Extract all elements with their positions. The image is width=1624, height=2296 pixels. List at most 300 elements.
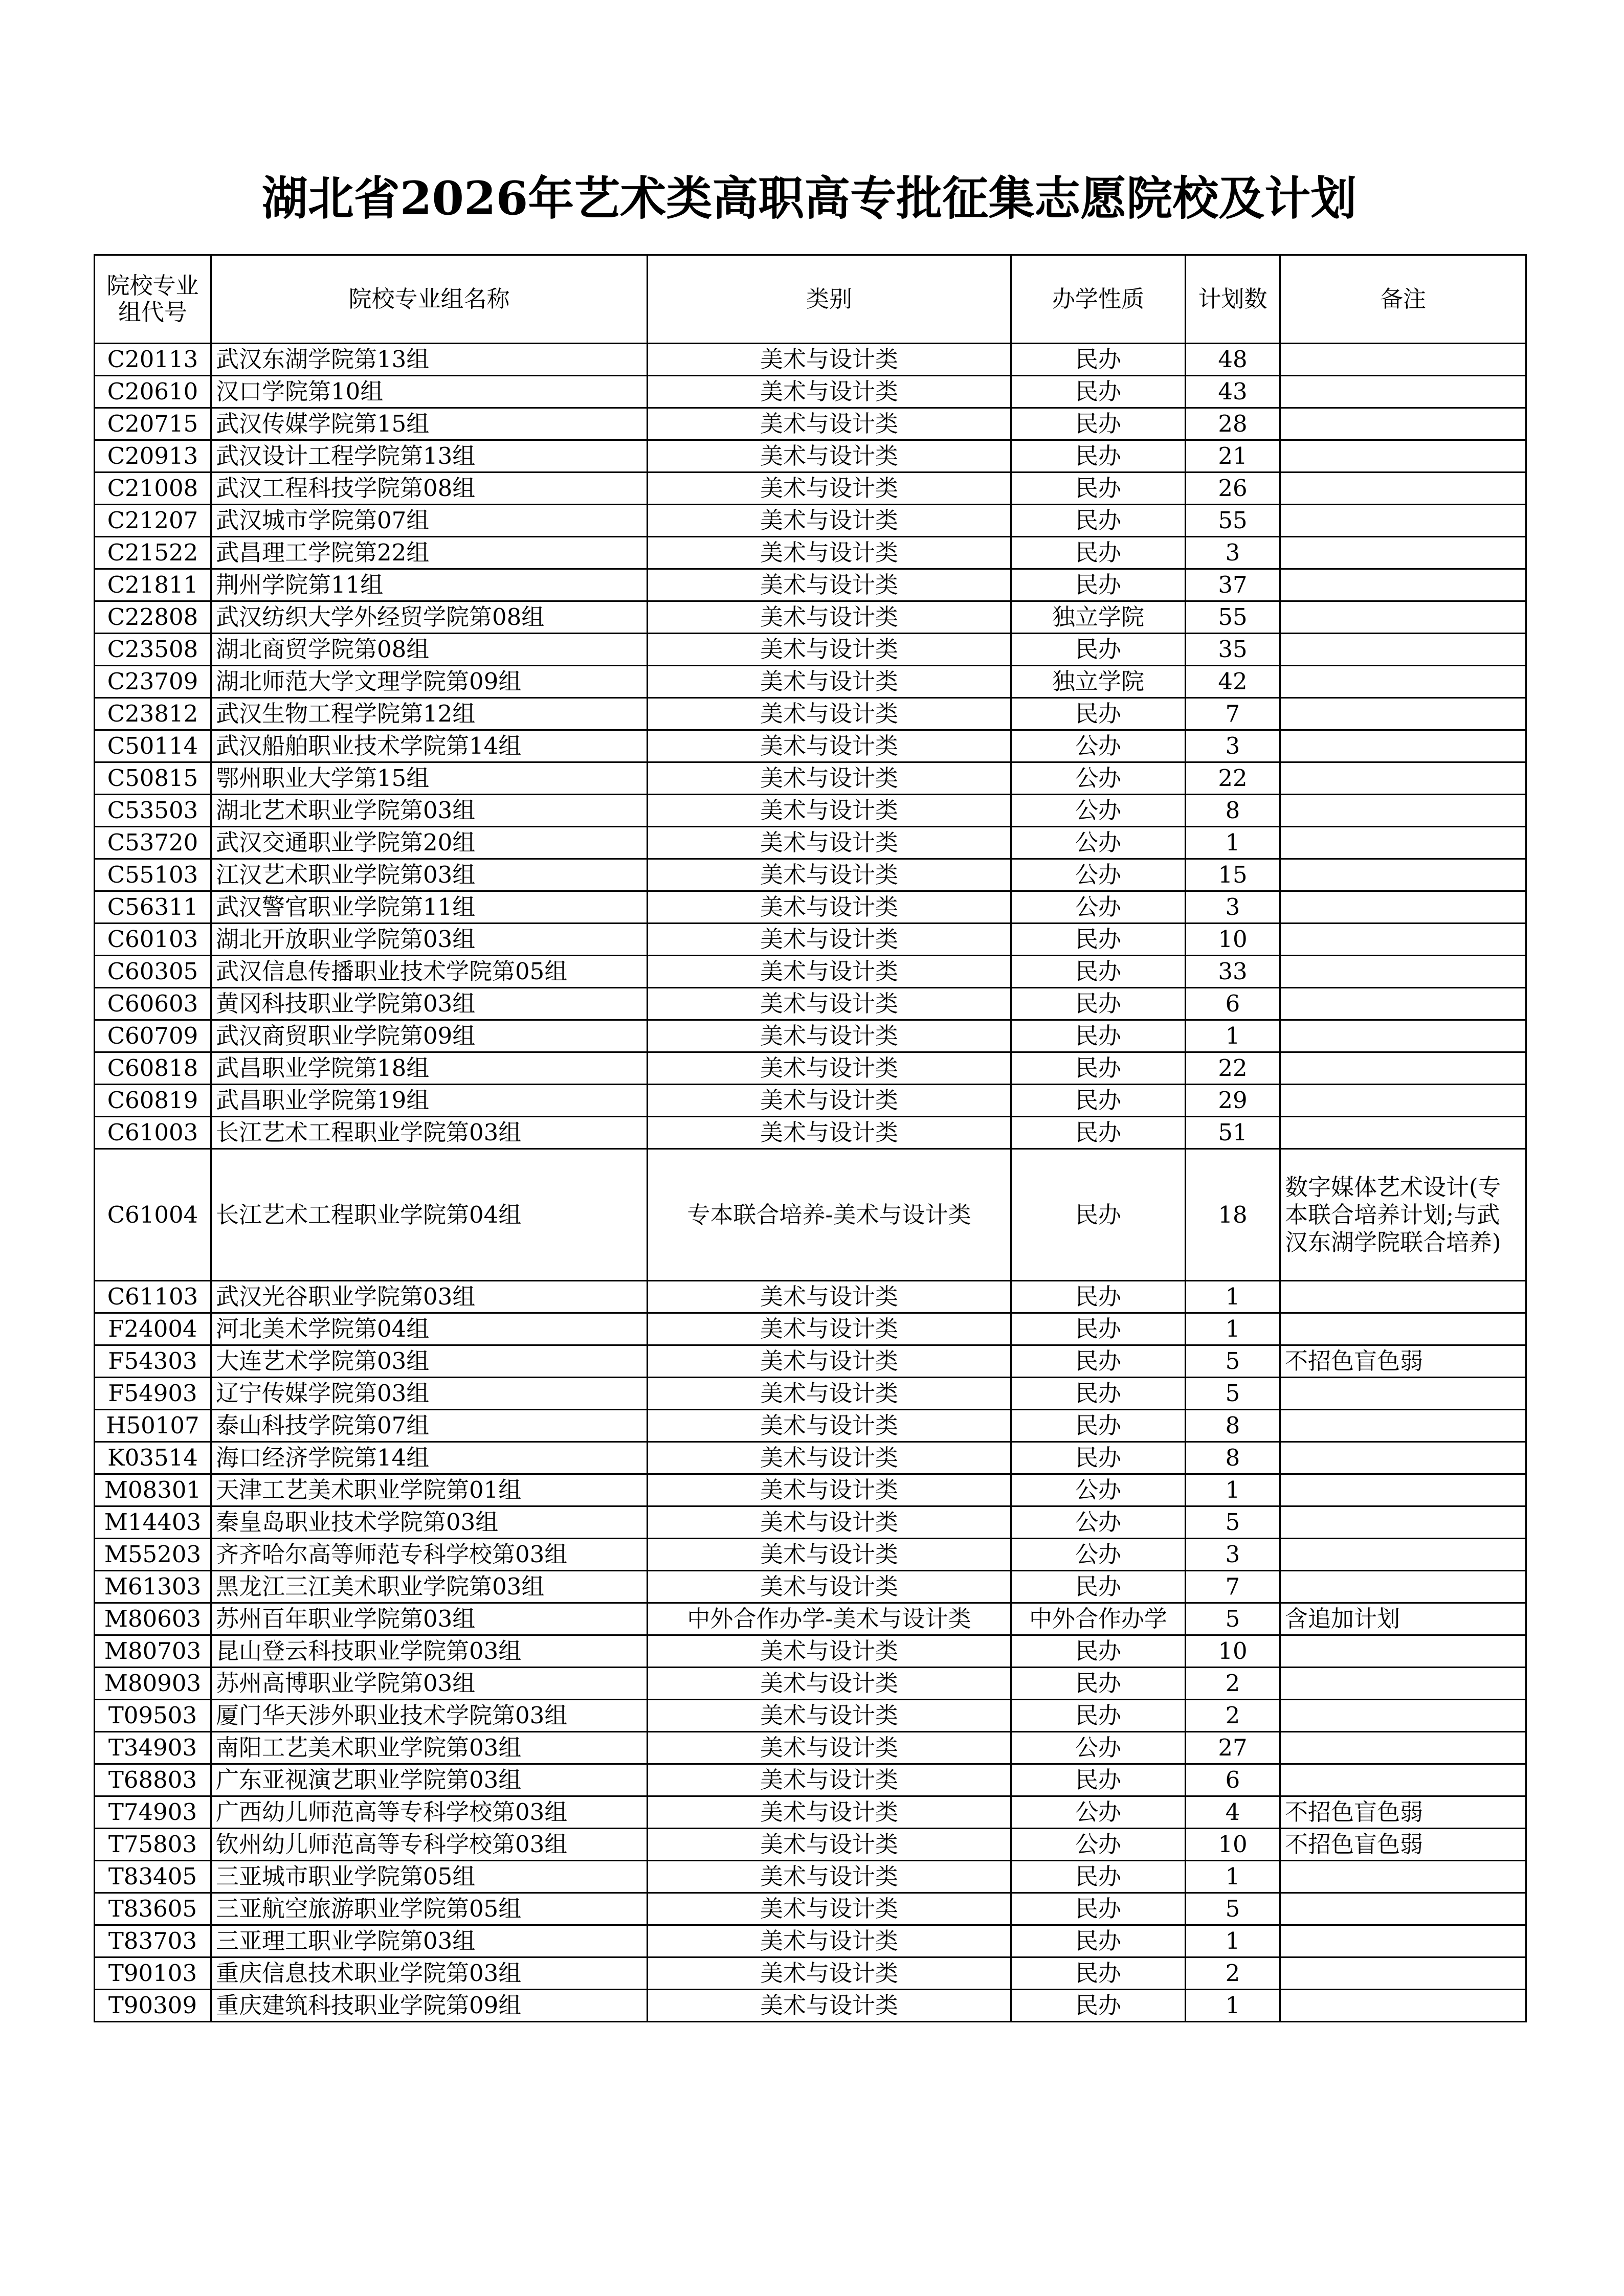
cell-plan-count: 48	[1186, 344, 1280, 376]
cell-group-name: 湖北商贸学院第08组	[211, 634, 648, 666]
cell-remarks	[1280, 827, 1526, 859]
cell-school-type: 民办	[1011, 569, 1186, 601]
cell-plan-count: 3	[1186, 537, 1280, 569]
cell-group-code: F54303	[95, 1345, 211, 1378]
cell-school-type: 公办	[1011, 827, 1186, 859]
cell-group-code: C50815	[95, 762, 211, 795]
table-row	[95, 1345, 1526, 1378]
table-row	[95, 1378, 1526, 1410]
table-row	[95, 1281, 1526, 1313]
cell-plan-count: 29	[1186, 1085, 1280, 1117]
cell-group-name: 三亚航空旅游职业学院第05组	[211, 1893, 648, 1925]
admission-plan-table	[94, 254, 1527, 2022]
cell-group-code: M80903	[95, 1668, 211, 1700]
table-row	[95, 891, 1526, 924]
cell-category: 美术与设计类	[648, 1020, 1011, 1052]
cell-remarks	[1280, 666, 1526, 698]
cell-remarks	[1280, 1313, 1526, 1345]
cell-school-type: 公办	[1011, 1506, 1186, 1539]
cell-remarks	[1280, 408, 1526, 440]
cell-remarks	[1280, 1700, 1526, 1732]
cell-group-name: 广西幼儿师范高等专科学校第03组	[211, 1796, 648, 1829]
cell-category: 美术与设计类	[648, 1345, 1011, 1378]
cell-category: 美术与设计类	[648, 537, 1011, 569]
cell-school-type: 民办	[1011, 956, 1186, 988]
cell-school-type: 独立学院	[1011, 601, 1186, 634]
cell-group-name: 武汉东湖学院第13组	[211, 344, 648, 376]
cell-group-code: M80603	[95, 1603, 211, 1635]
cell-school-type: 独立学院	[1011, 666, 1186, 698]
cell-group-name: 长江艺术工程职业学院第03组	[211, 1117, 648, 1149]
cell-category: 美术与设计类	[648, 1506, 1011, 1539]
cell-plan-count: 10	[1186, 1635, 1280, 1668]
cell-school-type: 民办	[1011, 1410, 1186, 1442]
cell-category: 美术与设计类	[648, 1925, 1011, 1957]
cell-plan-count: 43	[1186, 376, 1280, 408]
cell-group-code: C20715	[95, 408, 211, 440]
cell-category: 美术与设计类	[648, 408, 1011, 440]
cell-school-type: 民办	[1011, 1764, 1186, 1796]
cell-group-name: 武汉城市学院第07组	[211, 505, 648, 537]
cell-group-name: 湖北艺术职业学院第03组	[211, 795, 648, 827]
cell-category: 美术与设计类	[648, 344, 1011, 376]
cell-category: 美术与设计类	[648, 1052, 1011, 1085]
cell-remarks	[1280, 569, 1526, 601]
cell-category: 美术与设计类	[648, 440, 1011, 472]
cell-group-code: K03514	[95, 1442, 211, 1474]
cell-group-code: C23508	[95, 634, 211, 666]
cell-school-type: 公办	[1011, 795, 1186, 827]
table-header-row	[95, 255, 1526, 344]
cell-group-name: 鄂州职业大学第15组	[211, 762, 648, 795]
cell-group-name: 武汉商贸职业学院第09组	[211, 1020, 648, 1052]
cell-group-code: T90309	[95, 1990, 211, 2022]
cell-plan-count: 15	[1186, 859, 1280, 891]
cell-remarks	[1280, 988, 1526, 1020]
cell-group-code: C21207	[95, 505, 211, 537]
cell-plan-count: 22	[1186, 1052, 1280, 1085]
cell-school-type: 民办	[1011, 440, 1186, 472]
cell-remarks	[1280, 1635, 1526, 1668]
cell-plan-count: 8	[1186, 1410, 1280, 1442]
cell-category: 美术与设计类	[648, 569, 1011, 601]
cell-plan-count: 55	[1186, 505, 1280, 537]
cell-group-name: 昆山登云科技职业学院第03组	[211, 1635, 648, 1668]
cell-school-type: 民办	[1011, 1635, 1186, 1668]
cell-school-type: 民办	[1011, 1149, 1186, 1281]
cell-group-name: 武汉警官职业学院第11组	[211, 891, 648, 924]
cell-remarks	[1280, 1668, 1526, 1700]
cell-group-name: 武汉设计工程学院第13组	[211, 440, 648, 472]
table-row	[95, 440, 1526, 472]
table-row	[95, 730, 1526, 762]
cell-plan-count: 3	[1186, 730, 1280, 762]
cell-remarks	[1280, 1732, 1526, 1764]
table-row	[95, 795, 1526, 827]
cell-plan-count: 35	[1186, 634, 1280, 666]
cell-category: 美术与设计类	[648, 601, 1011, 634]
cell-group-name: 钦州幼儿师范高等专科学校第03组	[211, 1829, 648, 1861]
cell-group-name: 广东亚视演艺职业学院第03组	[211, 1764, 648, 1796]
cell-remarks	[1280, 1925, 1526, 1957]
cell-group-name: 南阳工艺美术职业学院第03组	[211, 1732, 648, 1764]
cell-group-name: 重庆信息技术职业学院第03组	[211, 1957, 648, 1990]
cell-group-code: C56311	[95, 891, 211, 924]
cell-group-name: 重庆建筑科技职业学院第09组	[211, 1990, 648, 2022]
cell-group-name: 江汉艺术职业学院第03组	[211, 859, 648, 891]
cell-group-code: T34903	[95, 1732, 211, 1764]
cell-plan-count: 7	[1186, 1571, 1280, 1603]
cell-remarks	[1280, 1990, 1526, 2022]
cell-category: 美术与设计类	[648, 859, 1011, 891]
cell-school-type: 公办	[1011, 1539, 1186, 1571]
cell-plan-count: 1	[1186, 1313, 1280, 1345]
cell-category: 美术与设计类	[648, 1378, 1011, 1410]
cell-school-type: 民办	[1011, 1925, 1186, 1957]
cell-group-name: 大连艺术学院第03组	[211, 1345, 648, 1378]
cell-group-name: 厦门华天涉外职业技术学院第03组	[211, 1700, 648, 1732]
cell-group-name: 武汉生物工程学院第12组	[211, 698, 648, 730]
cell-group-code: C20610	[95, 376, 211, 408]
cell-school-type: 公办	[1011, 762, 1186, 795]
cell-group-code: M61303	[95, 1571, 211, 1603]
cell-group-code: C60305	[95, 956, 211, 988]
cell-group-code: T75803	[95, 1829, 211, 1861]
cell-category: 美术与设计类	[648, 891, 1011, 924]
cell-remarks	[1280, 956, 1526, 988]
cell-remarks	[1280, 376, 1526, 408]
cell-plan-count: 1	[1186, 1474, 1280, 1506]
cell-group-name: 三亚城市职业学院第05组	[211, 1861, 648, 1893]
cell-category: 美术与设计类	[648, 1635, 1011, 1668]
cell-school-type: 民办	[1011, 1668, 1186, 1700]
cell-school-type: 公办	[1011, 1732, 1186, 1764]
cell-category: 美术与设计类	[648, 698, 1011, 730]
cell-remarks	[1280, 472, 1526, 505]
cell-category: 美术与设计类	[648, 1861, 1011, 1893]
cell-plan-count: 6	[1186, 1764, 1280, 1796]
cell-remarks	[1280, 1571, 1526, 1603]
cell-remarks	[1280, 698, 1526, 730]
cell-school-type: 民办	[1011, 1281, 1186, 1313]
cell-group-code: C61103	[95, 1281, 211, 1313]
table-row	[95, 1668, 1526, 1700]
cell-school-type: 民办	[1011, 1571, 1186, 1603]
cell-group-code: H50107	[95, 1410, 211, 1442]
cell-category: 美术与设计类	[648, 1474, 1011, 1506]
cell-category: 美术与设计类	[648, 827, 1011, 859]
cell-group-name: 湖北师范大学文理学院第09组	[211, 666, 648, 698]
cell-remarks	[1280, 730, 1526, 762]
cell-school-type: 民办	[1011, 1117, 1186, 1149]
cell-plan-count: 1	[1186, 1990, 1280, 2022]
cell-group-name: 武汉传媒学院第15组	[211, 408, 648, 440]
cell-remarks	[1280, 634, 1526, 666]
cell-group-code: T09503	[95, 1700, 211, 1732]
cell-remarks	[1280, 1117, 1526, 1149]
cell-plan-count: 4	[1186, 1796, 1280, 1829]
cell-school-type: 民办	[1011, 924, 1186, 956]
cell-remarks	[1280, 505, 1526, 537]
cell-remarks	[1280, 1539, 1526, 1571]
cell-plan-count: 1	[1186, 1020, 1280, 1052]
cell-school-type: 民办	[1011, 1442, 1186, 1474]
cell-plan-count: 5	[1186, 1506, 1280, 1539]
table-row	[95, 1893, 1526, 1925]
cell-category: 美术与设计类	[648, 472, 1011, 505]
cell-school-type: 民办	[1011, 376, 1186, 408]
cell-school-type: 中外合作办学	[1011, 1603, 1186, 1635]
cell-group-code: T83405	[95, 1861, 211, 1893]
table-row	[95, 376, 1526, 408]
cell-school-type: 民办	[1011, 634, 1186, 666]
table-row	[95, 472, 1526, 505]
cell-school-type: 民办	[1011, 1313, 1186, 1345]
cell-group-name: 秦皇岛职业技术学院第03组	[211, 1506, 648, 1539]
cell-group-code: M08301	[95, 1474, 211, 1506]
cell-group-code: T68803	[95, 1764, 211, 1796]
cell-category: 美术与设计类	[648, 666, 1011, 698]
cell-group-code: C61003	[95, 1117, 211, 1149]
cell-school-type: 民办	[1011, 472, 1186, 505]
cell-group-code: C23812	[95, 698, 211, 730]
cell-category: 美术与设计类	[648, 924, 1011, 956]
cell-plan-count: 1	[1186, 1281, 1280, 1313]
table-row	[95, 827, 1526, 859]
cell-plan-count: 22	[1186, 762, 1280, 795]
cell-remarks	[1280, 891, 1526, 924]
cell-category: 专本联合培养-美术与设计类	[648, 1149, 1011, 1281]
cell-remarks: 数字媒体艺术设计(专本联合培养计划;与武汉东湖学院联合培养)	[1280, 1149, 1526, 1281]
cell-plan-count: 51	[1186, 1117, 1280, 1149]
cell-plan-count: 1	[1186, 1925, 1280, 1957]
cell-plan-count: 2	[1186, 1957, 1280, 1990]
cell-group-name: 湖北开放职业学院第03组	[211, 924, 648, 956]
cell-plan-count: 10	[1186, 1829, 1280, 1861]
cell-group-name: 泰山科技学院第07组	[211, 1410, 648, 1442]
cell-school-type: 民办	[1011, 1085, 1186, 1117]
table-row	[95, 1829, 1526, 1861]
cell-group-code: C55103	[95, 859, 211, 891]
table-row	[95, 1957, 1526, 1990]
cell-school-type: 民办	[1011, 1345, 1186, 1378]
table-row	[95, 569, 1526, 601]
table-row	[95, 1571, 1526, 1603]
cell-group-code: F54903	[95, 1378, 211, 1410]
table-row	[95, 956, 1526, 988]
table-row	[95, 1603, 1526, 1635]
cell-plan-count: 3	[1186, 1539, 1280, 1571]
table-row	[95, 1990, 1526, 2022]
cell-plan-count: 5	[1186, 1603, 1280, 1635]
cell-group-name: 武昌职业学院第18组	[211, 1052, 648, 1085]
cell-plan-count: 5	[1186, 1345, 1280, 1378]
cell-group-code: C23709	[95, 666, 211, 698]
cell-group-name: 武汉工程科技学院第08组	[211, 472, 648, 505]
cell-remarks	[1280, 1442, 1526, 1474]
cell-group-code: M80703	[95, 1635, 211, 1668]
cell-category: 美术与设计类	[648, 1829, 1011, 1861]
table-row	[95, 1732, 1526, 1764]
cell-group-code: C21522	[95, 537, 211, 569]
table-row	[95, 1861, 1526, 1893]
table-row	[95, 666, 1526, 698]
cell-group-code: C53503	[95, 795, 211, 827]
cell-school-type: 公办	[1011, 859, 1186, 891]
cell-group-code: C22808	[95, 601, 211, 634]
cell-plan-count: 2	[1186, 1668, 1280, 1700]
cell-group-name: 荆州学院第11组	[211, 569, 648, 601]
cell-plan-count: 8	[1186, 795, 1280, 827]
cell-plan-count: 5	[1186, 1378, 1280, 1410]
cell-school-type: 公办	[1011, 1829, 1186, 1861]
cell-plan-count: 7	[1186, 698, 1280, 730]
cell-school-type: 民办	[1011, 537, 1186, 569]
cell-plan-count: 2	[1186, 1700, 1280, 1732]
cell-category: 美术与设计类	[648, 1117, 1011, 1149]
cell-category: 美术与设计类	[648, 988, 1011, 1020]
cell-group-name: 齐齐哈尔高等师范专科学校第03组	[211, 1539, 648, 1571]
cell-plan-count: 33	[1186, 956, 1280, 988]
table-row	[95, 408, 1526, 440]
page-title: 湖北省2026年艺术类高职高专批征集志愿院校及计划	[261, 171, 1357, 226]
cell-group-name: 黑龙江三江美术职业学院第03组	[211, 1571, 648, 1603]
cell-group-code: C20113	[95, 344, 211, 376]
cell-category: 美术与设计类	[648, 1571, 1011, 1603]
table-row	[95, 924, 1526, 956]
cell-school-type: 民办	[1011, 1020, 1186, 1052]
table-row	[95, 634, 1526, 666]
cell-category: 美术与设计类	[648, 376, 1011, 408]
cell-school-type: 民办	[1011, 698, 1186, 730]
cell-category: 中外合作办学-美术与设计类	[648, 1603, 1011, 1635]
cell-school-type: 民办	[1011, 505, 1186, 537]
table-row	[95, 1085, 1526, 1117]
cell-group-code: C61004	[95, 1149, 211, 1281]
cell-plan-count: 55	[1186, 601, 1280, 634]
cell-group-name: 长江艺术工程职业学院第04组	[211, 1149, 648, 1281]
cell-school-type: 民办	[1011, 1957, 1186, 1990]
cell-plan-count: 3	[1186, 891, 1280, 924]
cell-remarks	[1280, 924, 1526, 956]
cell-remarks	[1280, 1957, 1526, 1990]
cell-remarks	[1280, 1378, 1526, 1410]
cell-group-name: 黄冈科技职业学院第03组	[211, 988, 648, 1020]
cell-plan-count: 1	[1186, 827, 1280, 859]
cell-category: 美术与设计类	[648, 505, 1011, 537]
cell-school-type: 民办	[1011, 1378, 1186, 1410]
cell-category: 美术与设计类	[648, 1442, 1011, 1474]
cell-group-code: T90103	[95, 1957, 211, 1990]
cell-category: 美术与设计类	[648, 1668, 1011, 1700]
cell-plan-count: 26	[1186, 472, 1280, 505]
cell-school-type: 民办	[1011, 1700, 1186, 1732]
table-row	[95, 762, 1526, 795]
cell-group-code: T74903	[95, 1796, 211, 1829]
table-row	[95, 1020, 1526, 1052]
table-row	[95, 698, 1526, 730]
table-row	[95, 1149, 1526, 1281]
cell-remarks	[1280, 1861, 1526, 1893]
table-row	[95, 988, 1526, 1020]
cell-remarks	[1280, 601, 1526, 634]
cell-school-type: 公办	[1011, 730, 1186, 762]
cell-group-name: 武汉船舶职业技术学院第14组	[211, 730, 648, 762]
cell-group-name: 武汉纺织大学外经贸学院第08组	[211, 601, 648, 634]
header-plan-count: 计划数	[1186, 255, 1280, 344]
cell-category: 美术与设计类	[648, 1085, 1011, 1117]
cell-group-name: 武汉交通职业学院第20组	[211, 827, 648, 859]
cell-group-code: T83703	[95, 1925, 211, 1957]
table-row	[95, 537, 1526, 569]
cell-remarks	[1280, 762, 1526, 795]
cell-school-type: 公办	[1011, 1474, 1186, 1506]
cell-plan-count: 10	[1186, 924, 1280, 956]
table-row	[95, 1117, 1526, 1149]
table-row	[95, 1506, 1526, 1539]
cell-category: 美术与设计类	[648, 1410, 1011, 1442]
cell-school-type: 公办	[1011, 1796, 1186, 1829]
cell-category: 美术与设计类	[648, 1539, 1011, 1571]
cell-plan-count: 27	[1186, 1732, 1280, 1764]
cell-category: 美术与设计类	[648, 956, 1011, 988]
cell-category: 美术与设计类	[648, 634, 1011, 666]
cell-category: 美术与设计类	[648, 1893, 1011, 1925]
cell-category: 美术与设计类	[648, 1313, 1011, 1345]
header-school-type: 办学性质	[1011, 255, 1186, 344]
cell-plan-count: 6	[1186, 988, 1280, 1020]
cell-plan-count: 21	[1186, 440, 1280, 472]
cell-remarks	[1280, 1474, 1526, 1506]
cell-school-type: 公办	[1011, 891, 1186, 924]
cell-plan-count: 1	[1186, 1861, 1280, 1893]
cell-group-code: F24004	[95, 1313, 211, 1345]
header-category: 类别	[648, 255, 1011, 344]
header-group-code: 院校专业组代号	[95, 255, 211, 344]
cell-remarks	[1280, 1893, 1526, 1925]
table-row	[95, 1635, 1526, 1668]
cell-school-type: 民办	[1011, 344, 1186, 376]
header-group-name: 院校专业组名称	[211, 255, 648, 344]
table-row	[95, 859, 1526, 891]
cell-remarks	[1280, 1020, 1526, 1052]
cell-plan-count: 37	[1186, 569, 1280, 601]
cell-category: 美术与设计类	[648, 1957, 1011, 1990]
table-row	[95, 1442, 1526, 1474]
cell-group-code: C60103	[95, 924, 211, 956]
cell-school-type: 民办	[1011, 988, 1186, 1020]
cell-group-code: C21811	[95, 569, 211, 601]
cell-category: 美术与设计类	[648, 1764, 1011, 1796]
header-remarks: 备注	[1280, 255, 1526, 344]
cell-remarks	[1280, 1281, 1526, 1313]
cell-plan-count: 42	[1186, 666, 1280, 698]
cell-plan-count: 18	[1186, 1149, 1280, 1281]
table-row	[95, 1539, 1526, 1571]
cell-remarks	[1280, 1052, 1526, 1085]
cell-category: 美术与设计类	[648, 1796, 1011, 1829]
cell-school-type: 民办	[1011, 1052, 1186, 1085]
cell-remarks: 不招色盲色弱	[1280, 1796, 1526, 1829]
cell-remarks	[1280, 1410, 1526, 1442]
cell-group-name: 武昌理工学院第22组	[211, 537, 648, 569]
cell-remarks	[1280, 859, 1526, 891]
cell-group-name: 武汉信息传播职业技术学院第05组	[211, 956, 648, 988]
cell-category: 美术与设计类	[648, 795, 1011, 827]
table-row	[95, 505, 1526, 537]
cell-group-name: 海口经济学院第14组	[211, 1442, 648, 1474]
cell-school-type: 民办	[1011, 1893, 1186, 1925]
